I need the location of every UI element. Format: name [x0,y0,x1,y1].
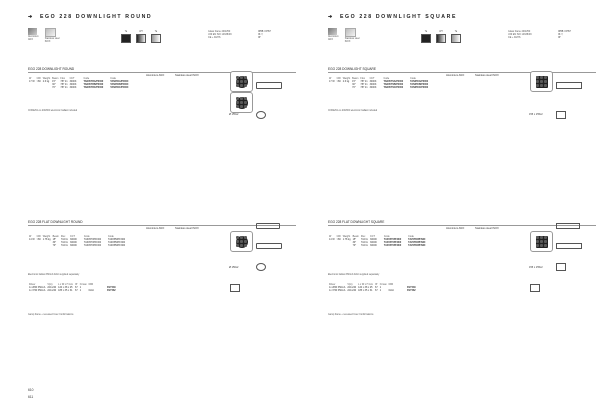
table-row: 30° 787 lm 3000K TAN057SB/P0000 TAN055B/P0000 [352,82,429,86]
driver-icon [230,284,240,292]
table-row: 70° 787 lm 3000K TAN057SC/P0000 TAN055C/P0000 [352,85,429,89]
table-row: 1x 28W 350mA 220-240 120 x 38 x 25 67 1 DV7409 [29,285,116,289]
table-header: W CRI Weight Beam Flux CCT Code Code [29,77,116,80]
feature-icon-2: WT [436,31,446,43]
ip-rating: IP68 / IP67 IK ▽ IP [258,30,271,40]
table-row: 14 W >80 1.78 kg 15° 744 lm 3000K TAZ0570PFN00 TAZ0550PFN00 [29,237,126,241]
footnote: Gamp frame + recessed Inner Confirmations [328,314,374,316]
section-note: CODE/Kit-no 200/000 electronic ballast included [28,110,78,112]
arrow-icon: ➔ [328,14,334,20]
led-grid-icon [236,76,248,88]
ip-rating: IP68 / IP67 IK ▽ IP [558,30,571,40]
table-row: 14 W >80 1.78 kg 15° 744 lm 3000K TAZ0570PFN00 TAZ0550PFN00 [329,237,426,241]
page-number: 610 [28,388,34,392]
product-photo-round-front [230,92,253,113]
technical-drawing [556,223,580,229]
black-box-icon [421,34,431,43]
section-title: EGO 228 FLAT DOWNLIGHT SQUARE [328,220,385,224]
table-row: 17 W >80 2.6 kg 15° 787 lm 3000K TAN057SA/P0000 TAN055A/P0000 [329,79,429,83]
product-table [28,236,126,248]
table-row: 70° 744 lm 3000K TAZ0570PFN00 TAZ0550PFN00 [52,243,126,247]
feature-icon-3: Ta [451,31,461,43]
size-label: Ø 156x2 [229,266,239,269]
feature-icons [121,31,161,43]
technical-drawing [256,82,282,89]
feature-icon-1: Ta [121,31,131,43]
cutout-icon [256,263,266,271]
table-header: Driver V(in) L x W x H mm IP N.max DIM [329,283,394,286]
gradient-box-icon [436,34,446,43]
finish-swatches [28,28,60,43]
finish-stainless: Stainless steel INOX [345,28,360,43]
led-grid-icon [536,76,548,88]
gradient-box-icon [136,34,146,43]
table-row: 1x 28W 350mA 220-240 120 x 38 x 25 67 1 DV7409 [329,285,416,289]
table-row: 70° 744 lm 3000K TAZ0570PFN00 TAZ0550PFN00 [352,243,426,247]
table-row: 17 W >80 2.6 kg 15° 787 lm 3000K TAN057RA/P0000 TAN050A/P0000 [29,79,129,83]
page-header: ➔ EGO 228 DOWNLIGHT SQUARE [328,14,458,20]
finish-aluminium: Aluminium ANO [328,28,339,41]
page-header: ➔ EGO 228 DOWNLIGHT ROUND [28,14,153,20]
table-row: 70° 787 lm 3000K TAN057RC/P0000 TAN050C/P0000 [52,85,129,89]
section-title: EGO 228 FLAT DOWNLIGHT ROUND [28,220,83,224]
product-photo-flat-round [230,231,253,252]
finish-stainless: Stainless steel INOX [45,28,60,43]
technical-drawing [256,243,282,249]
feature-icon-2: WT [136,31,146,43]
feature-icon-1: Ta [421,31,431,43]
driver-table [328,284,417,293]
stainless-heading: Stainless steel INOX [475,74,499,77]
table-row: 30° 744 lm 3000K TAZ0570PFN00 TAZ0550PFN00 [52,240,126,244]
swatch-aluminium [28,28,37,35]
light-box-icon [151,34,161,43]
led-grid-icon [236,236,248,248]
light-box-icon [451,34,461,43]
page-number: 611 [28,395,34,399]
finish-aluminium: Aluminium ANO [28,28,39,41]
spec-list: Glass frame 400/250 UNI EN ISO 14638/09 CE + RoHS [208,30,232,40]
footnote: Gamp frame + recessed Inner Confirmations [28,314,74,316]
stainless-heading: Stainless steel INOX [175,74,199,77]
product-photo-flat-square [530,231,553,252]
product-table [328,236,426,248]
table-row: 1x 37W 350mA 220-240 185 x 35 x 31 67 1 DALI DV7482 [29,288,116,292]
table-header: W CRI Weight Beam Flux CCT Code Code [329,235,414,238]
table-row: 1x 37W 350mA 220-240 185 x 35 x 31 67 1 DALI DV7482 [329,288,416,292]
aluminium-heading: Aluminium ANO [146,74,165,77]
arrow-icon: ➔ [28,14,34,20]
feature-icons [421,31,461,43]
aluminium-heading: Aluminium ANO [446,227,465,230]
table-header: Driver V(in) L x W x H mm IP N.max DIM [29,283,94,286]
table-row: 30° 744 lm 3000K TAZ0570PFN00 TAZ0550PFN00 [352,240,426,244]
size-label: 155 x 155x2 [529,266,543,269]
section-title: EGO 228 DOWNLIGHT SQUARE [328,67,376,71]
section-note: Electronic ballast 350mA DALI supplied separately [328,274,380,276]
size-label: 155 x 155x2 [529,113,543,116]
product-photo-square [530,71,553,92]
black-box-icon [121,34,131,43]
stainless-heading: Stainless steel INOX [175,227,199,230]
aluminium-heading: Aluminium ANO [146,227,165,230]
table-header: W CRI Weight Beam Flux CCT Code Code [29,235,114,238]
spec-list: Glass frame 400/250 UNI EN ISO 14638/09 CE + RoHS [508,30,532,40]
section-note: CODE/Kit-no 200/000 electronic ballast included [328,110,378,112]
cutout-icon [256,111,266,119]
product-table [28,78,129,90]
led-grid-icon [536,236,548,248]
size-label: Ø 155x2 [229,113,239,116]
aluminium-heading: Aluminium ANO [446,74,465,77]
section-title: EGO 228 DOWNLIGHT ROUND [28,67,75,71]
feature-icon-3: Ta [151,31,161,43]
table-header: W CRI Weight Beam Flux CCT Code Code [329,77,416,80]
product-photo-round [230,71,253,92]
swatch-aluminium [328,28,337,35]
technical-drawing [256,223,280,229]
swatch-stainless [345,28,356,37]
swatch-stainless [45,28,56,37]
product-table [328,78,429,90]
finish-swatches [328,28,360,43]
technical-drawing [556,243,582,249]
driver-table [28,284,117,293]
technical-drawing [556,82,582,89]
cutout-icon [556,263,566,271]
table-row: 30° 787 lm 3000K TAN057RB/P0000 TAN050B/P0000 [52,82,129,86]
section-note: Electronic ballast 350mA DALI supplied separately [28,274,80,276]
cutout-icon [556,111,566,119]
led-grid-icon [236,97,248,109]
stainless-heading: Stainless steel INOX [475,227,499,230]
driver-icon [530,284,540,292]
